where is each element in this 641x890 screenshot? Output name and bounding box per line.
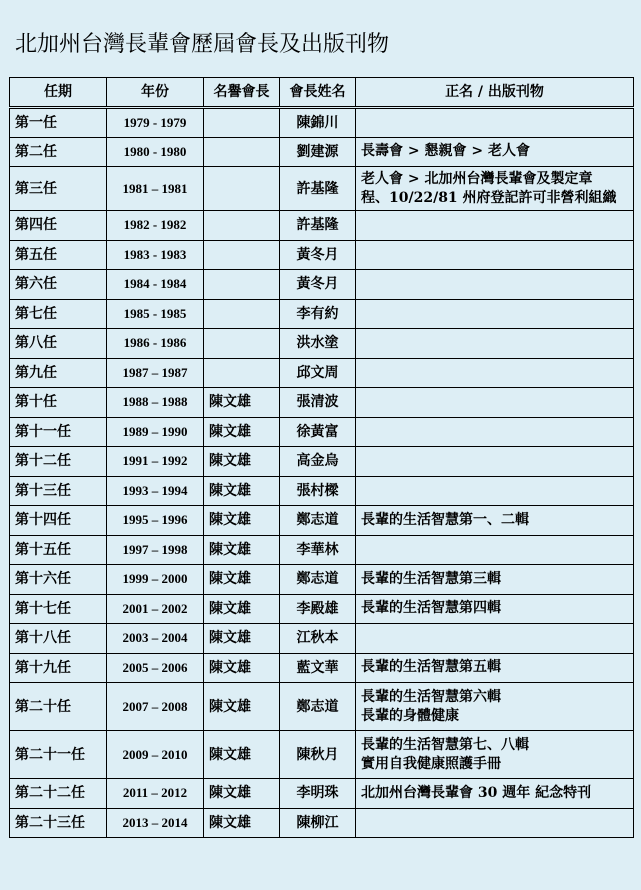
term-cell: 第三任 (10, 167, 107, 211)
term-cell: 第十一任 (10, 417, 107, 447)
publication-line: 長輩的生活智慧第五輯 (361, 659, 501, 676)
publications-cell (356, 653, 634, 683)
publications-cell (356, 108, 634, 138)
term-cell: 第五任 (10, 240, 107, 270)
honorary-cell: 陳文雄 (204, 808, 280, 838)
years-cell: 1995 – 1996 (107, 506, 204, 536)
honorary-cell: 陳文雄 (204, 476, 280, 506)
honorary-cell (204, 270, 280, 300)
table-row (10, 108, 634, 138)
honorary-cell: 陳文雄 (204, 417, 280, 447)
table-row (10, 388, 634, 418)
honorary-cell: 陳文雄 (204, 731, 280, 779)
header-president: 會長姓名 (280, 78, 356, 108)
president-cell: 李明珠 (280, 779, 356, 809)
years-cell: 2011 – 2012 (107, 779, 204, 809)
table-row (10, 506, 634, 536)
president-cell: 鄭志道 (280, 565, 356, 595)
years-cell: 1987 – 1987 (107, 358, 204, 388)
header-years: 年份 (107, 78, 204, 108)
honorary-cell: 陳文雄 (204, 447, 280, 477)
president-cell: 洪水塗 (280, 329, 356, 359)
table-row (10, 653, 634, 683)
years-cell: 2001 – 2002 (107, 594, 204, 624)
table-row (10, 299, 634, 329)
term-cell: 第二十一任 (10, 731, 107, 779)
president-cell: 陳錦川 (280, 108, 356, 138)
president-cell: 許基隆 (280, 211, 356, 241)
years-cell: 1979 - 1979 (107, 108, 204, 138)
publication-line: 長輩的生活智慧第三輯 (361, 570, 501, 587)
publications-cell (356, 388, 634, 418)
years-cell: 1980 - 1980 (107, 137, 204, 167)
table-row (10, 358, 634, 388)
table-row (10, 417, 634, 447)
president-cell: 張村樑 (280, 476, 356, 506)
honorary-cell (204, 211, 280, 241)
president-cell: 藍文華 (280, 653, 356, 683)
table-row (10, 137, 634, 167)
president-cell: 江秋本 (280, 624, 356, 654)
years-cell: 2003 – 2004 (107, 624, 204, 654)
publications-cell (356, 167, 634, 211)
term-cell: 第十五任 (10, 535, 107, 565)
honorary-cell (204, 329, 280, 359)
years-cell: 1988 – 1988 (107, 388, 204, 418)
header-term: 任期 (10, 78, 107, 108)
publication-line: 北加州台灣長輩會 30 週年 紀念特刊 (361, 784, 592, 801)
term-cell: 第十六任 (10, 565, 107, 595)
president-cell: 邱文周 (280, 358, 356, 388)
publications-cell (356, 240, 634, 270)
publication-line: 長輩的生活智慧第六輯 (361, 688, 501, 705)
years-cell: 1981 – 1981 (107, 167, 204, 211)
term-cell: 第十二任 (10, 447, 107, 477)
president-cell: 鄭志道 (280, 506, 356, 536)
president-cell: 李有約 (280, 299, 356, 329)
publications-cell (356, 506, 634, 536)
table-row (10, 683, 634, 731)
honorary-cell (204, 299, 280, 329)
years-cell: 2009 – 2010 (107, 731, 204, 779)
honorary-cell: 陳文雄 (204, 683, 280, 731)
term-cell: 第二十二任 (10, 779, 107, 809)
president-cell: 黃冬月 (280, 240, 356, 270)
president-cell: 李殿雄 (280, 594, 356, 624)
years-cell: 1983 - 1983 (107, 240, 204, 270)
publications-cell (356, 329, 634, 359)
president-cell: 徐黃富 (280, 417, 356, 447)
term-cell: 第一任 (10, 108, 107, 138)
table-row (10, 476, 634, 506)
honorary-cell: 陳文雄 (204, 535, 280, 565)
years-cell: 1982 - 1982 (107, 211, 204, 241)
years-cell: 1997 – 1998 (107, 535, 204, 565)
honorary-cell (204, 167, 280, 211)
publications-cell (356, 624, 634, 654)
table-row (10, 270, 634, 300)
years-cell: 1986 - 1986 (107, 329, 204, 359)
term-cell: 第十三任 (10, 476, 107, 506)
president-cell: 黃冬月 (280, 270, 356, 300)
publications-cell (356, 417, 634, 447)
years-cell: 2013 – 2014 (107, 808, 204, 838)
table-header-row (10, 78, 634, 108)
term-cell: 第二十三任 (10, 808, 107, 838)
honorary-cell: 陳文雄 (204, 653, 280, 683)
table-row (10, 329, 634, 359)
term-cell: 第十任 (10, 388, 107, 418)
table-row (10, 535, 634, 565)
publications-cell (356, 358, 634, 388)
publication-line: 程、10/22/81 州府登記許可非營利組織 (361, 189, 617, 206)
years-cell: 1999 – 2000 (107, 565, 204, 595)
page-title: 北加州台灣長輩會歷屆會長及出版刊物 (15, 32, 390, 57)
header-honorary: 名譽會長 (204, 78, 280, 108)
term-cell: 第七任 (10, 299, 107, 329)
president-cell: 張清波 (280, 388, 356, 418)
publication-line: 長壽會 > 懇親會 > 老人會 (361, 143, 530, 160)
publication-line: 實用自我健康照護手冊 (361, 755, 501, 772)
president-cell: 鄭志道 (280, 683, 356, 731)
publications-cell (356, 594, 634, 624)
table-row (10, 240, 634, 270)
header-publications: 正名 / 出版刊物 (356, 78, 634, 108)
term-cell: 第二任 (10, 137, 107, 167)
years-cell: 2005 – 2006 (107, 653, 204, 683)
honorary-cell (204, 108, 280, 138)
table-row (10, 211, 634, 241)
honorary-cell: 陳文雄 (204, 506, 280, 536)
table-row (10, 447, 634, 477)
publication-line: 老人會 > 北加州台灣長輩會及製定章 (361, 170, 593, 187)
publications-cell (356, 447, 634, 477)
publications-cell (356, 299, 634, 329)
table-row (10, 167, 634, 211)
table-row (10, 565, 634, 595)
publications-cell (356, 137, 634, 167)
years-cell: 1991 – 1992 (107, 447, 204, 477)
table-row (10, 779, 634, 809)
publications-cell (356, 535, 634, 565)
years-cell: 2007 – 2008 (107, 683, 204, 731)
publications-cell (356, 683, 634, 731)
publications-cell (356, 565, 634, 595)
president-cell: 許基隆 (280, 167, 356, 211)
publication-line: 長輩的生活智慧第七、八輯 (361, 736, 529, 753)
term-cell: 第四任 (10, 211, 107, 241)
publications-cell (356, 211, 634, 241)
honorary-cell: 陳文雄 (204, 388, 280, 418)
presidents-table (9, 77, 634, 838)
publications-cell (356, 270, 634, 300)
years-cell: 1993 – 1994 (107, 476, 204, 506)
table-row (10, 624, 634, 654)
term-cell: 第十四任 (10, 506, 107, 536)
honorary-cell (204, 358, 280, 388)
president-cell: 李華林 (280, 535, 356, 565)
publication-line: 長輩的身體健康 (361, 707, 459, 724)
term-cell: 第八任 (10, 329, 107, 359)
term-cell: 第十八任 (10, 624, 107, 654)
honorary-cell: 陳文雄 (204, 594, 280, 624)
president-cell: 陳柳江 (280, 808, 356, 838)
term-cell: 第十九任 (10, 653, 107, 683)
honorary-cell: 陳文雄 (204, 565, 280, 595)
honorary-cell: 陳文雄 (204, 624, 280, 654)
term-cell: 第二十任 (10, 683, 107, 731)
years-cell: 1984 - 1984 (107, 270, 204, 300)
publications-cell (356, 731, 634, 779)
table-row (10, 594, 634, 624)
table-row (10, 808, 634, 838)
years-cell: 1985 - 1985 (107, 299, 204, 329)
publications-cell (356, 808, 634, 838)
term-cell: 第六任 (10, 270, 107, 300)
table-row (10, 731, 634, 779)
honorary-cell (204, 137, 280, 167)
years-cell: 1989 – 1990 (107, 417, 204, 447)
honorary-cell (204, 240, 280, 270)
publication-line: 長輩的生活智慧第一、二輯 (361, 511, 529, 528)
president-cell: 劉建源 (280, 137, 356, 167)
president-cell: 高金烏 (280, 447, 356, 477)
publications-cell (356, 476, 634, 506)
publication-line: 長輩的生活智慧第四輯 (361, 600, 501, 617)
publications-cell (356, 779, 634, 809)
honorary-cell: 陳文雄 (204, 779, 280, 809)
term-cell: 第九任 (10, 358, 107, 388)
term-cell: 第十七任 (10, 594, 107, 624)
president-cell: 陳秋月 (280, 731, 356, 779)
